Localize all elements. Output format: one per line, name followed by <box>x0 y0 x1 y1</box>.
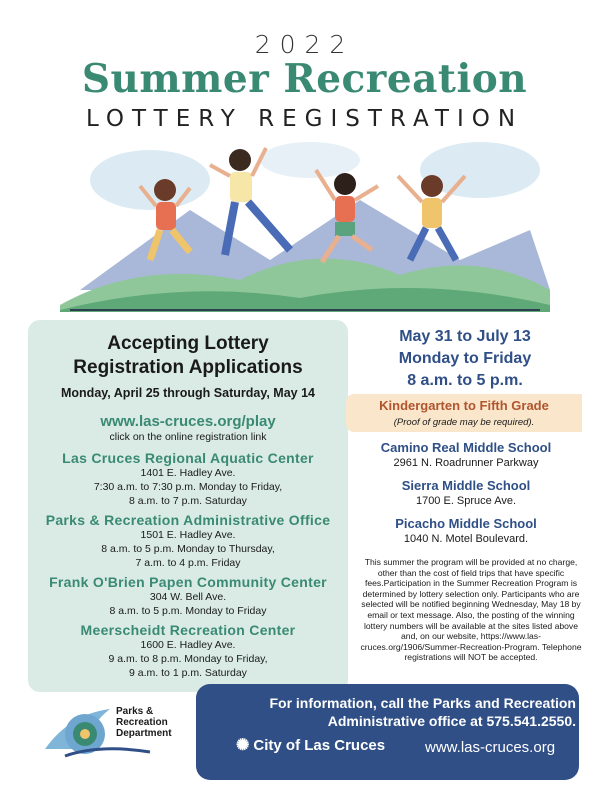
program-schedule <box>350 326 580 392</box>
footer-contact-line2: Administrative office at 575.541.2550. <box>327 713 576 729</box>
location-admin-office <box>28 512 348 570</box>
parks-line: Recreation <box>116 717 168 728</box>
registration-click-note: click on the online registration link <box>109 431 267 443</box>
location-address: 1501 E. Hadley Ave. <box>140 529 236 541</box>
program-date-range: May 31 to July 13 <box>399 328 531 345</box>
school-camino-real <box>350 440 582 469</box>
parks-line: Parks & <box>116 706 154 717</box>
school-name: Picacho Middle School <box>395 516 537 531</box>
jumping-kids-illustration <box>60 140 550 312</box>
school-address: 1040 N. Motel Boulevard. <box>403 533 529 545</box>
registration-heading-line2: Registration Applications <box>73 357 303 378</box>
registration-dates: Monday, April 25 through Saturday, May 14 <box>61 386 315 400</box>
city-logo <box>236 735 385 755</box>
page-subtitle: LOTTERY REGISTRATION <box>85 106 524 132</box>
city-website-link[interactable]: www.las-cruces.org <box>425 739 556 756</box>
location-community-center <box>28 574 348 618</box>
location-meerscheidt-center <box>28 622 348 680</box>
location-name: Frank O'Brien Papen Community Center <box>49 574 327 590</box>
location-address: 1401 E. Hadley Ave. <box>140 467 236 479</box>
location-hours: 8 a.m. to 5 p.m. Monday to Thursday, <box>101 543 275 555</box>
location-address: 304 W. Bell Ave. <box>149 591 227 603</box>
sun-icon: ✺ <box>236 737 250 754</box>
location-hours: 9 a.m. to 8 p.m. Monday to Friday, <box>108 653 268 665</box>
school-address: 1700 E. Spruce Ave. <box>415 495 517 507</box>
school-name: Sierra Middle School <box>401 478 531 493</box>
location-hours: 9 a.m. to 1 p.m. Saturday <box>129 667 247 679</box>
city-name: City of Las Cruces <box>253 736 386 754</box>
footer-contact-line1: For information, call the Parks and Recreation <box>269 695 576 711</box>
year-heading: 2022 <box>254 30 355 59</box>
school-name: Camino Real Middle School <box>380 440 552 455</box>
location-hours: 8 a.m. to 5 p.m. Monday to Friday <box>109 605 267 617</box>
registration-heading <box>28 332 348 380</box>
location-aquatic-center <box>28 450 348 508</box>
school-picacho <box>350 516 582 545</box>
registration-heading-line1: Accepting Lottery <box>107 333 269 354</box>
program-fine-print: This summer the program will be provided at no charge, other than the cost of field trips that have specific fees.Participation in the Summer Recreation Program is determined by lottery selection only. Participants who are selected will be notified beginning Wednesday, May 18 by email or text message. Also, the posting of the winning lottery numbers will be available at the sites listed above and, on our website, https://www.las-cruces.org/1906/Summer-Recreation-Program. Telephone registrations will NOT be accepted. <box>360 557 582 663</box>
location-hours: 7:30 a.m. to 7:30 p.m. Monday to Friday, <box>93 481 283 493</box>
location-name: Las Cruces Regional Aquatic Center <box>62 450 314 466</box>
grade-note: (Proof of grade may be required). <box>393 417 535 428</box>
location-name: Meerscheidt Recreation Center <box>80 622 296 638</box>
program-time: 8 a.m. to 5 p.m. <box>407 372 523 389</box>
registration-url-link[interactable]: www.las-cruces.org/play <box>100 413 276 430</box>
footer-contact <box>200 694 576 730</box>
location-address: 1600 E. Hadley Ave. <box>140 639 236 651</box>
grade-range: Kindergarten to Fifth Grade <box>379 398 549 413</box>
location-hours: 8 a.m. to 7 p.m. Saturday <box>129 495 247 507</box>
page-title: Summer Recreation <box>81 56 528 102</box>
parks-line: Department <box>116 728 172 739</box>
program-days: Monday to Friday <box>398 350 532 367</box>
school-address: 2961 N. Roadrunner Parkway <box>393 457 539 469</box>
parks-recreation-name <box>116 706 172 739</box>
school-sierra <box>350 478 582 507</box>
location-hours: 7 a.m. to 4 p.m. Friday <box>135 557 241 569</box>
location-name: Parks & Recreation Administrative Office <box>45 512 331 528</box>
